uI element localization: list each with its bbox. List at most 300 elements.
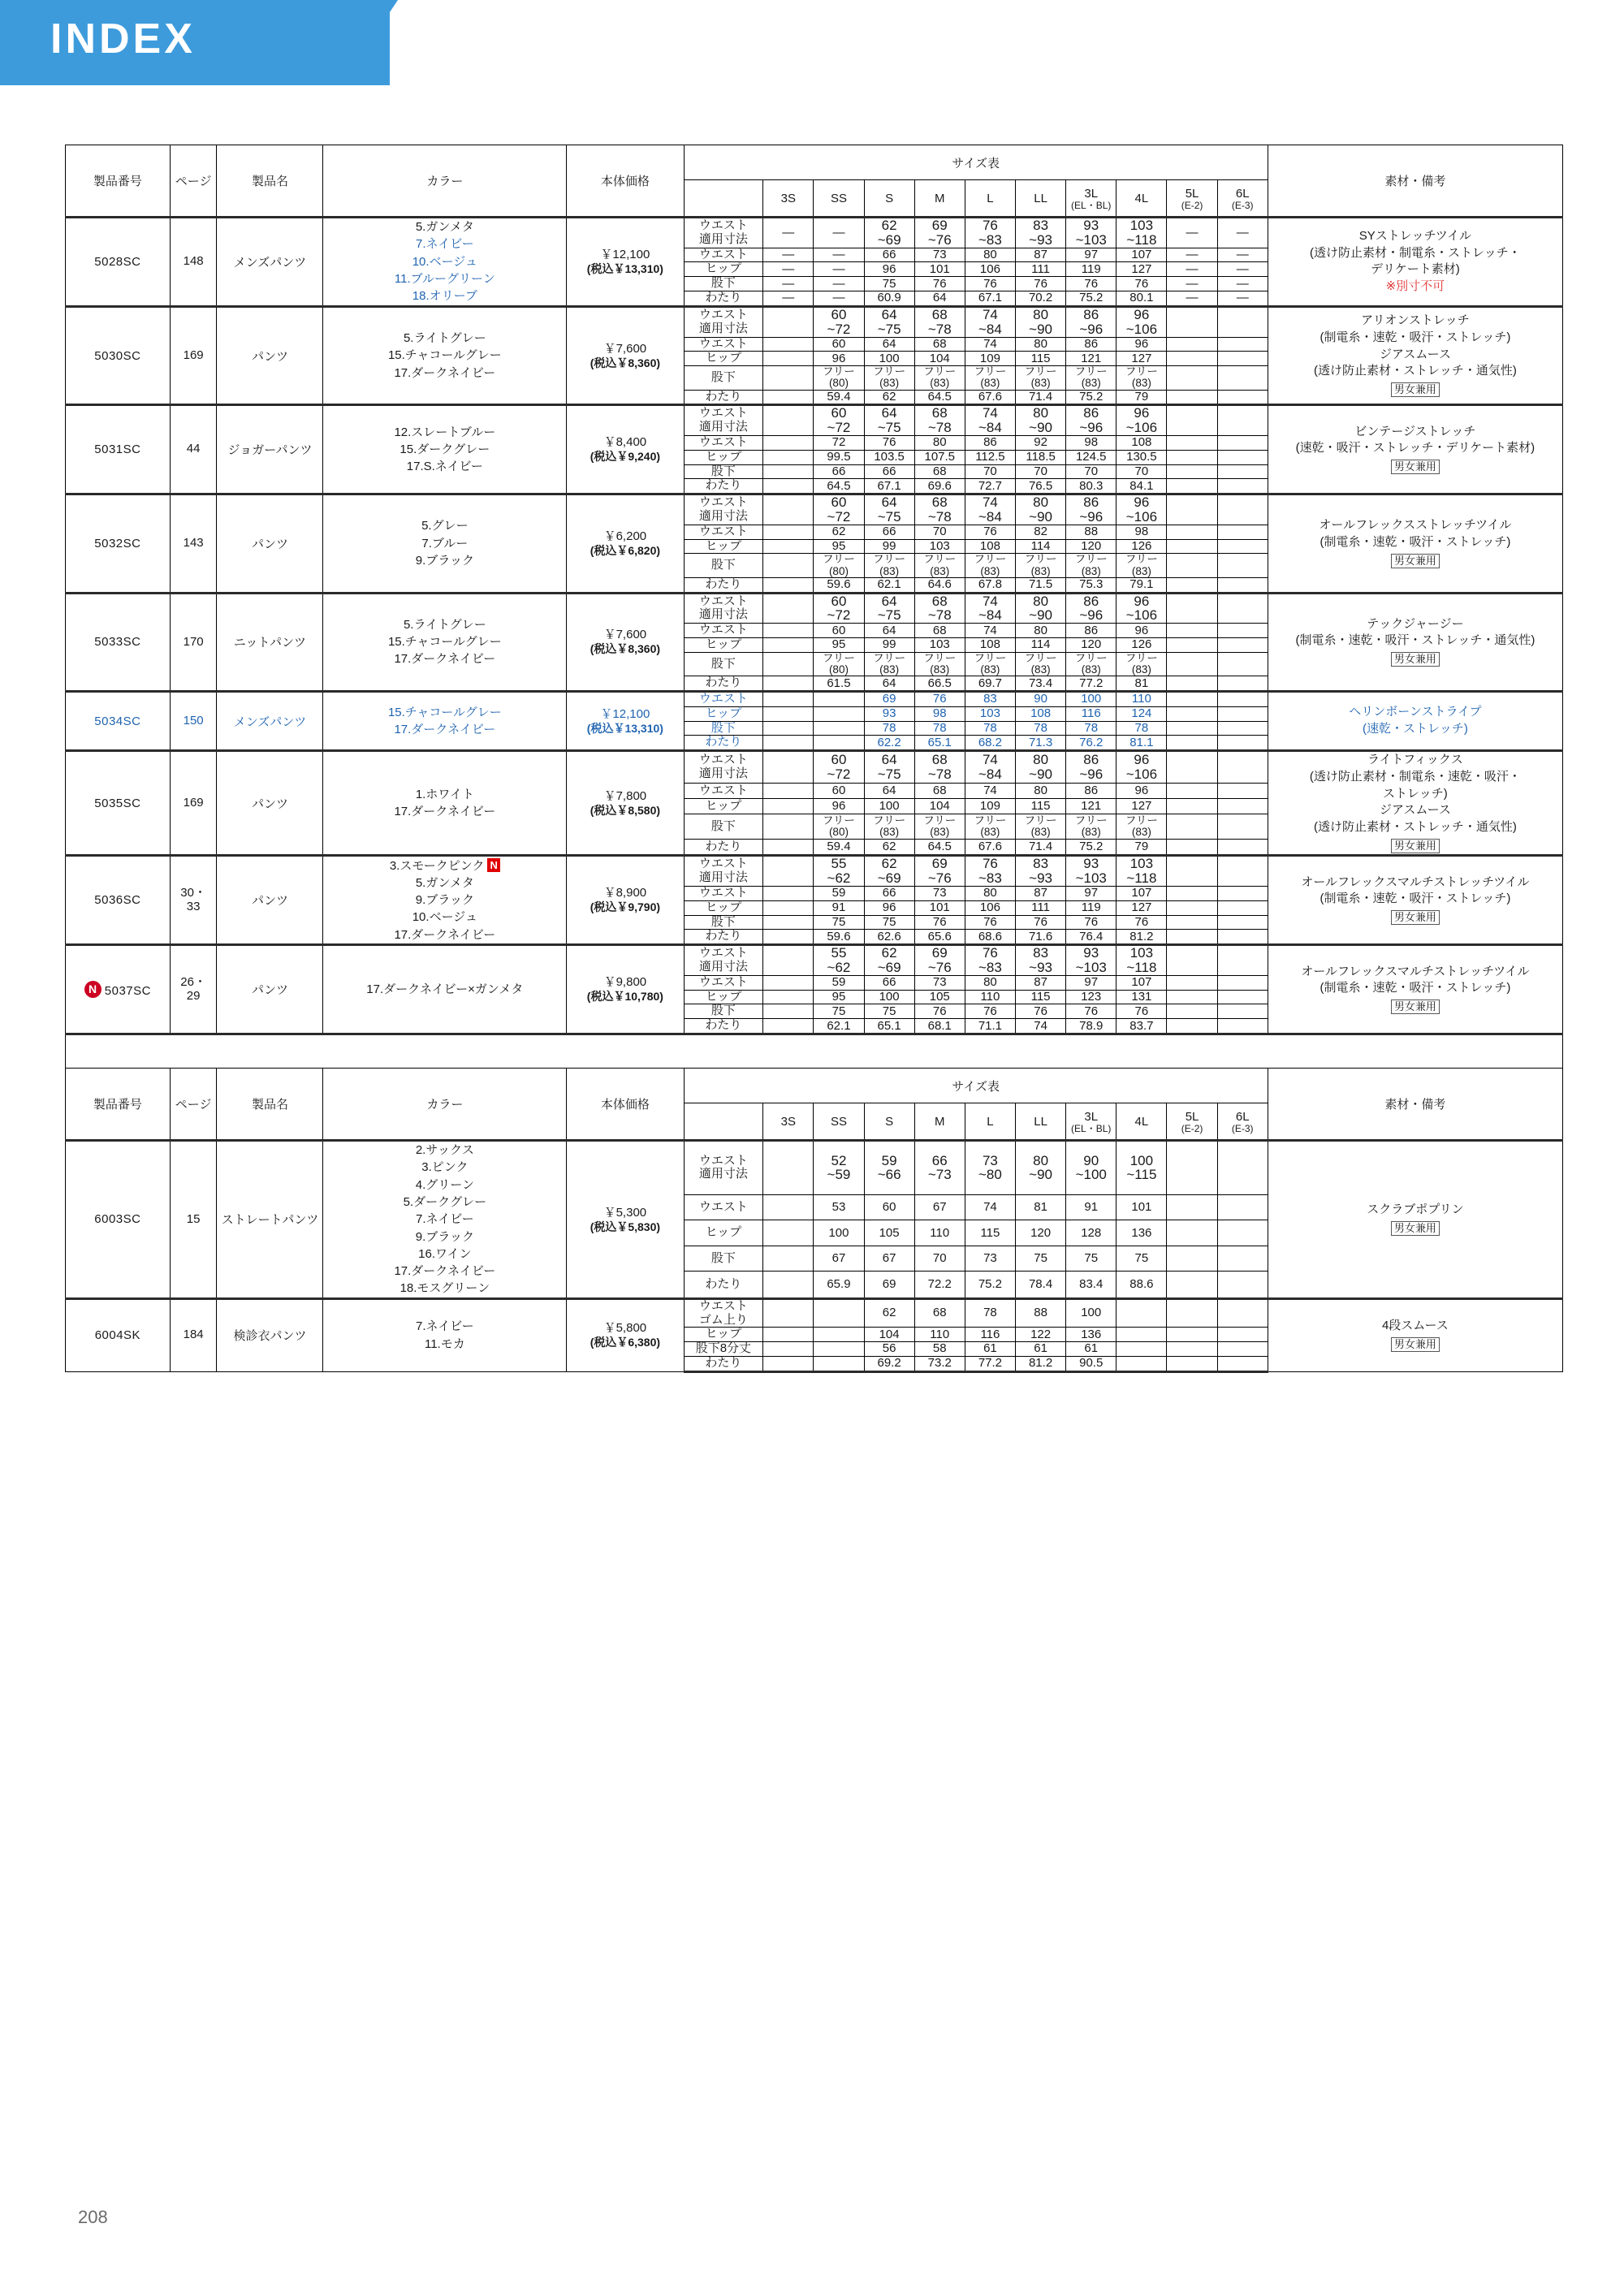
measure-label: ヒップ	[684, 450, 763, 464]
value-line: ~69	[877, 870, 901, 887]
measure-value: 99	[864, 638, 914, 653]
measure-value	[1016, 751, 1066, 784]
product-number-cell[interactable]: 5031SC	[66, 405, 171, 494]
value-line: 96	[1134, 752, 1150, 768]
color-option	[323, 721, 566, 738]
measure-value: 76	[914, 277, 965, 291]
measure-value	[1217, 435, 1268, 450]
measure-value	[914, 1141, 965, 1195]
measure-value: 60	[814, 624, 864, 638]
value-line: 90	[1083, 1152, 1099, 1168]
sec2-th-price: 本体価格	[567, 1069, 684, 1141]
value-line: ~69	[877, 231, 901, 248]
product-page-cell[interactable]: 15	[170, 1141, 217, 1299]
measure-value	[1167, 1220, 1217, 1246]
measure-value	[1217, 450, 1268, 464]
value-line: フリー	[1125, 651, 1158, 664]
measure-label: 股下	[684, 554, 763, 577]
measure-value	[1217, 784, 1268, 799]
measure-value: 72.2	[914, 1272, 965, 1298]
measure-value	[864, 814, 914, 840]
value-line: 73	[982, 1152, 998, 1168]
measure-value	[763, 721, 814, 736]
measure-value	[1217, 887, 1268, 901]
value-line: 68	[931, 494, 948, 511]
measure-value: 100	[1066, 692, 1116, 707]
measure-value	[1217, 975, 1268, 990]
value-line: (83)	[879, 377, 900, 390]
product-colors-cell	[323, 692, 567, 751]
unisex-badge: 男女兼用	[1391, 554, 1440, 568]
measure-value: 64.6	[914, 577, 965, 593]
value-line: ~106	[1125, 321, 1158, 337]
measure-label: ウエスト	[684, 784, 763, 799]
measure-value	[1167, 1194, 1217, 1220]
product-material-cell	[1268, 306, 1562, 404]
measure-value: 103.5	[864, 450, 914, 464]
product-name-cell: ストレートパンツ	[217, 1141, 323, 1299]
value-line: フリー	[1024, 365, 1057, 378]
color-option	[323, 1336, 566, 1353]
product-price-cell	[567, 306, 684, 404]
measure-value	[763, 676, 814, 692]
product-name-cell: パンツ	[217, 306, 323, 404]
measure-value	[763, 593, 814, 624]
value-line: 86	[1083, 752, 1099, 768]
measure-value: —	[1167, 277, 1217, 291]
measure-value: 78	[1066, 721, 1116, 736]
measure-label: ウエスト 適用寸法	[684, 856, 763, 887]
measure-value: 62	[814, 525, 864, 539]
color-label: 7.ネイビー	[416, 237, 474, 252]
measure-value: 61.5	[814, 676, 864, 692]
measure-value: 77.2	[965, 1356, 1015, 1371]
measure-value	[1066, 554, 1116, 577]
measure-value: —	[814, 291, 864, 307]
measure-value: 83.4	[1066, 1272, 1116, 1298]
measure-value: —	[1217, 218, 1268, 248]
value-line: ~78	[927, 420, 952, 436]
color-option	[323, 704, 566, 721]
measure-value	[965, 652, 1015, 676]
value-line: (83)	[1131, 826, 1151, 839]
material-warning: ※別寸不可	[1385, 279, 1445, 294]
measure-value: 74	[965, 784, 1015, 799]
measure-value	[763, 624, 814, 638]
measure-value	[1217, 1272, 1268, 1298]
color-label: 17.ダークネイビー	[394, 365, 496, 380]
sec1-th-size-ss: SS	[814, 180, 864, 218]
color-option	[323, 1194, 566, 1211]
measure-value: 115	[1016, 352, 1066, 366]
measure-value	[1167, 1342, 1217, 1357]
color-option	[323, 287, 566, 304]
measure-value	[763, 1246, 814, 1272]
measure-value: 97	[1066, 887, 1116, 901]
measure-value: 64	[864, 784, 914, 799]
sec2-th-product-no: 製品番号	[66, 1069, 171, 1141]
value-line: フリー	[923, 553, 957, 566]
measure-value	[763, 577, 814, 593]
measure-value	[814, 366, 864, 390]
product-colors-cell	[323, 945, 567, 1034]
product-number-cell[interactable]: 5034SC	[66, 692, 171, 751]
value-line: 62	[881, 945, 897, 961]
measure-label: ウエスト	[684, 525, 763, 539]
measure-value	[763, 692, 814, 707]
product-page-cell[interactable]: 169	[170, 306, 217, 404]
measure-value	[1217, 814, 1268, 840]
measure-value: 136	[1116, 1220, 1167, 1246]
measure-value: 69	[864, 1272, 914, 1298]
measure-value	[814, 306, 864, 337]
measure-value	[1167, 1328, 1217, 1342]
product-number-cell[interactable]: 6004SK	[66, 1298, 171, 1371]
measure-value: —	[814, 277, 864, 291]
measure-value	[763, 930, 814, 945]
measure-value: 81.1	[1116, 736, 1167, 751]
measure-label: ウエスト	[684, 887, 763, 901]
measure-value	[763, 1328, 814, 1342]
measure-value	[1016, 652, 1066, 676]
measure-value: 83	[965, 692, 1015, 707]
measure-value	[965, 1141, 1015, 1195]
measure-value: 124.5	[1066, 450, 1116, 464]
value-line: フリー	[822, 553, 855, 566]
product-price-cell	[567, 692, 684, 751]
product-page-cell[interactable]: 148	[170, 218, 217, 307]
value-line: 64	[881, 752, 897, 768]
color-label: 9.ブラック	[415, 893, 474, 908]
product-page-cell[interactable]: 26・ 29	[170, 945, 217, 1034]
color-option	[323, 1159, 566, 1176]
measure-value	[763, 840, 814, 856]
measure-value: 120	[1066, 539, 1116, 554]
product-number-cell[interactable]: 5033SC	[66, 593, 171, 691]
measure-label: ウエスト	[684, 624, 763, 638]
measure-value	[864, 945, 914, 976]
price-with-tax: (税込￥6,380)	[590, 1336, 661, 1349]
measure-value	[914, 554, 965, 577]
index-table-wrap	[65, 145, 1563, 1373]
value-line: 66	[931, 1152, 948, 1168]
measure-value: 80	[965, 887, 1015, 901]
value-line: (83)	[930, 826, 950, 839]
measure-value: 64.5	[914, 840, 965, 856]
value-line: ~93	[1029, 960, 1052, 976]
measure-value: 61	[965, 1342, 1015, 1357]
value-line: 59	[881, 1152, 897, 1168]
measure-value: 90	[1016, 692, 1066, 707]
measure-value	[1016, 593, 1066, 624]
measure-value: 80	[1016, 624, 1066, 638]
measure-value: 64	[864, 337, 914, 352]
measure-value	[814, 1356, 864, 1371]
product-page-cell[interactable]: 170	[170, 593, 217, 691]
value-line: 86	[1083, 306, 1099, 322]
measure-value	[763, 900, 814, 915]
color-label: 15.チャコールグレー	[387, 705, 502, 719]
value-line: 96	[1134, 593, 1150, 609]
measure-value: 84.1	[1116, 479, 1167, 494]
measure-value	[1066, 814, 1116, 840]
value-line: 96	[1134, 405, 1150, 421]
measure-value	[914, 593, 965, 624]
measure-value	[864, 366, 914, 390]
color-label: 5.ダークグレー	[403, 1194, 487, 1209]
value-line: 74	[982, 752, 998, 768]
measure-value: 100	[864, 990, 914, 1004]
measure-label: ウエスト	[684, 337, 763, 352]
value-line: ~96	[1079, 420, 1104, 436]
product-name-cell: パンツ	[217, 751, 323, 856]
color-label: 3.スモークピンク	[389, 858, 485, 873]
product-number-cell[interactable]: 5030SC	[66, 306, 171, 404]
value-line: ~118	[1126, 231, 1157, 248]
measure-value: 80	[965, 248, 1015, 262]
value-line: ~75	[877, 766, 901, 783]
measure-value	[1167, 337, 1217, 352]
color-option	[323, 1211, 566, 1228]
measure-label: ウエスト	[684, 248, 763, 262]
measure-value	[763, 352, 814, 366]
sec1-th-size-l: L	[965, 180, 1015, 218]
measure-value: 98	[1066, 435, 1116, 450]
color-option	[323, 892, 566, 909]
measure-value	[1066, 593, 1116, 624]
measure-label: 股下	[684, 915, 763, 930]
measure-value	[1116, 751, 1167, 784]
measure-value: 70	[914, 1246, 965, 1272]
product-number-cell[interactable]: N 5037SC	[66, 945, 171, 1034]
measure-label: ウエスト 適用寸法	[684, 1141, 763, 1195]
color-label: 5.ライトグレー	[403, 617, 486, 632]
new-square-badge-icon: N	[487, 858, 499, 872]
measure-value: 81	[1116, 676, 1167, 692]
value-line: フリー	[822, 814, 855, 827]
price-base: ￥5,300	[603, 1205, 647, 1220]
measure-value: 95	[814, 638, 864, 653]
color-label: 18.モスグリーン	[400, 1281, 490, 1296]
sec1-th-measure-blank	[684, 180, 763, 218]
value-line: ~90	[1029, 509, 1052, 525]
value-line: (83)	[1030, 826, 1051, 839]
measure-value	[1217, 479, 1268, 494]
value-line: (80)	[828, 663, 849, 676]
measure-value: 86	[1066, 337, 1116, 352]
sec1-th-size-sub-3l: (EL・BL)	[1071, 199, 1112, 211]
measure-value: 108	[1016, 706, 1066, 721]
measure-value: 88.6	[1116, 1272, 1167, 1298]
measure-value: 68.2	[965, 736, 1015, 751]
measure-value	[1217, 676, 1268, 692]
measure-value: 75	[864, 1004, 914, 1019]
measure-value	[763, 706, 814, 721]
measure-value	[763, 799, 814, 814]
value-line: ~76	[927, 960, 952, 976]
sec2-th-size-3l: 3L (EL・BL)	[1066, 1103, 1116, 1141]
measure-label: ヒップ	[684, 352, 763, 366]
measure-value: 68	[914, 337, 965, 352]
measure-value: 110	[965, 990, 1015, 1004]
measure-value	[1217, 915, 1268, 930]
measure-value: 76	[965, 1004, 1015, 1019]
measure-value	[814, 494, 864, 525]
measure-value: 73	[914, 248, 965, 262]
measure-value	[763, 1019, 814, 1034]
measure-value	[1217, 1328, 1268, 1342]
measure-value	[1116, 856, 1167, 887]
table-row	[66, 306, 1563, 337]
measure-value	[914, 856, 965, 887]
measure-value: 124	[1116, 706, 1167, 721]
measure-value: 66	[864, 887, 914, 901]
material-text: アリオンストレッチ (制電糸・速乾・吸汗・ストレッチ) ジアスムース (透け防止素材・ストレッチ・通気性)	[1313, 313, 1517, 378]
product-page-cell[interactable]: 44	[170, 405, 217, 494]
measure-value	[814, 1298, 864, 1328]
price-base: ￥9,800	[603, 975, 647, 990]
measure-label: ヒップ	[684, 1220, 763, 1246]
measure-value	[1167, 692, 1217, 707]
measure-value	[1217, 366, 1268, 390]
measure-value: 67	[914, 1194, 965, 1220]
measure-label: ウエスト	[684, 975, 763, 990]
measure-value	[1167, 577, 1217, 593]
measure-value	[914, 814, 965, 840]
color-option	[323, 874, 566, 892]
value-line: 60	[831, 752, 847, 768]
measure-value: 81.2	[1116, 930, 1167, 945]
measure-value	[763, 784, 814, 799]
product-material-cell	[1268, 1141, 1562, 1299]
measure-value: 98	[1116, 525, 1167, 539]
measure-value: 96	[864, 900, 914, 915]
color-label: 15.チャコールグレー	[387, 635, 502, 650]
measure-value	[1217, 652, 1268, 676]
sec2-th-size-sub-6l: (E-3)	[1231, 1122, 1254, 1134]
measure-value	[914, 751, 965, 784]
measure-value	[814, 814, 864, 840]
measure-value: 69.7	[965, 676, 1015, 692]
value-line: フリー	[923, 365, 957, 378]
product-number-cell[interactable]: 5028SC	[66, 218, 171, 307]
measure-value: 70	[1016, 464, 1066, 479]
product-number-cell[interactable]: 5032SC	[66, 494, 171, 593]
material-text: オールフレックスマルチストレッチツイル (制電糸・速乾・吸汗・ストレッチ)	[1301, 964, 1530, 995]
measure-value	[1016, 554, 1066, 577]
measure-value	[763, 975, 814, 990]
unisex-badge: 男女兼用	[1391, 652, 1440, 667]
product-page-cell[interactable]: 143	[170, 494, 217, 593]
value-line: ~83	[978, 870, 1002, 887]
value-line: ~96	[1079, 607, 1104, 624]
price-with-tax: (税込￥8,360)	[590, 642, 661, 656]
color-option	[323, 1142, 566, 1159]
product-page-cell[interactable]: 30・ 33	[170, 856, 217, 945]
measure-value	[763, 479, 814, 494]
price-base: ￥8,900	[603, 886, 647, 900]
measure-label: 股下8分丈	[684, 1342, 763, 1357]
product-page-cell[interactable]: 150	[170, 692, 217, 751]
measure-value: 115	[1016, 799, 1066, 814]
measure-label: ウエスト	[684, 1194, 763, 1220]
value-line: ~69	[877, 960, 901, 976]
measure-value: 71.3	[1016, 736, 1066, 751]
value-line: ~90	[1029, 766, 1052, 783]
measure-label: ウエスト	[684, 692, 763, 707]
measure-value: 97	[1066, 975, 1116, 990]
measure-value	[1016, 945, 1066, 976]
product-name-cell: メンズパンツ	[217, 692, 323, 751]
product-price-cell	[567, 1141, 684, 1299]
color-option	[323, 1280, 566, 1297]
measure-value: 127	[1116, 262, 1167, 277]
measure-value: 62.1	[814, 1019, 864, 1034]
color-label: 18.オリーブ	[412, 289, 477, 304]
product-page-cell[interactable]: 169	[170, 751, 217, 856]
sec2-th-measure-blank	[684, 1103, 763, 1141]
measure-value: 53	[814, 1194, 864, 1220]
product-number-cell[interactable]: 6003SC	[66, 1141, 171, 1299]
product-colors-cell	[323, 306, 567, 404]
measure-value: 80	[1016, 784, 1066, 799]
measure-value: 75	[1016, 1246, 1066, 1272]
measure-value	[1167, 652, 1217, 676]
measure-value: 79	[1116, 390, 1167, 405]
product-number-cell[interactable]: 5035SC	[66, 751, 171, 856]
measure-value	[1217, 1004, 1268, 1019]
material-text: オールフレックスマルチストレッチツイル (制電糸・速乾・吸汗・ストレッチ)	[1301, 874, 1530, 906]
measure-value	[1116, 593, 1167, 624]
measure-value: 100	[814, 1220, 864, 1246]
value-line: (83)	[930, 377, 950, 390]
value-line: ~72	[827, 509, 851, 525]
measure-value: 76	[914, 692, 965, 707]
value-line: フリー	[822, 651, 855, 664]
product-number-cell[interactable]: 5036SC	[66, 856, 171, 945]
product-page-cell[interactable]: 184	[170, 1298, 217, 1371]
measure-value: 107	[1116, 975, 1167, 990]
value-line: (80)	[828, 564, 849, 577]
measure-value	[1217, 1220, 1268, 1246]
measure-value	[763, 638, 814, 653]
measure-value: 91	[1066, 1194, 1116, 1220]
color-label: 17.ダークネイビー	[394, 1264, 496, 1279]
measure-value	[1167, 990, 1217, 1004]
measure-value: 80.1	[1116, 291, 1167, 307]
color-label: 15.ダークグレー	[400, 443, 490, 457]
measure-value: —	[1167, 248, 1217, 262]
measure-value: 96	[1116, 624, 1167, 638]
measure-value	[864, 405, 914, 436]
product-colors-cell	[323, 1298, 567, 1371]
measure-label: わたり	[684, 1356, 763, 1371]
measure-value	[914, 652, 965, 676]
measure-label: 股下	[684, 277, 763, 291]
measure-value: 78	[1016, 721, 1066, 736]
measure-value: —	[1167, 218, 1217, 248]
color-label: 1.ホワイト	[415, 787, 474, 801]
measure-value: 115	[1016, 990, 1066, 1004]
value-line: ~80	[978, 1167, 1002, 1183]
value-line: ~62	[827, 960, 851, 976]
measure-value	[1167, 887, 1217, 901]
value-line: ~90	[1029, 321, 1052, 337]
color-label: 11.モカ	[424, 1336, 465, 1351]
color-option	[323, 926, 566, 943]
page-number: 208	[78, 2207, 108, 2227]
measure-value	[1217, 1194, 1268, 1220]
